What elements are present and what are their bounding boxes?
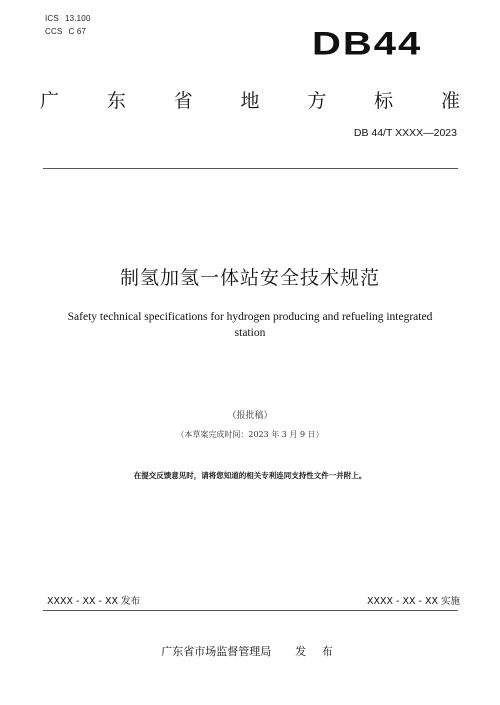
issuer-line — [0, 643, 500, 659]
ccs-code — [45, 27, 86, 36]
top-divider — [43, 168, 458, 169]
title-chinese: 制氢加氢一体站安全技术规范 — [119, 267, 380, 289]
standard-kind-char: 方 — [307, 90, 327, 112]
standard-kind-heading — [40, 86, 460, 113]
implement-date: XXXX - XX - XX 实施 — [366, 596, 460, 607]
ics-label: ICS — [45, 14, 59, 23]
bottom-divider — [43, 610, 458, 611]
ics-code — [45, 14, 91, 23]
db44-logo: DB44 — [312, 26, 423, 63]
issuer-name: 广东省市场监督管理局 — [161, 645, 272, 658]
standard-kind-char: 准 — [440, 90, 460, 112]
draft-status: （报批稿） — [227, 411, 273, 421]
issue-date: XXXX - XX - XX 发布 — [47, 596, 141, 607]
ics-value: 13.100 — [64, 14, 91, 23]
title-english-line1: Safety technical specifications for hydrogen producing and refueling integrated — [67, 311, 433, 323]
standard-kind-char: 标 — [374, 90, 394, 112]
publish-word: 发 布 — [295, 645, 339, 658]
standard-kind-char: 省 — [173, 90, 193, 112]
ccs-label: CCS — [45, 27, 63, 36]
patent-notice: 在提交反馈意见时，请将您知道的相关专利连同支持性文件一并附上。 — [133, 471, 367, 480]
standard-kind-char: 地 — [240, 90, 260, 112]
ccs-value: C 67 — [68, 27, 87, 36]
title-english-line2: station — [234, 327, 266, 339]
draft-completion-date: （本草案完成时间：2023 年 3 月 9 日） — [176, 430, 324, 439]
standard-number: DB 44/T XXXX—2023 — [353, 127, 457, 139]
standard-kind-char: 东 — [106, 90, 126, 112]
title-english — [40, 309, 460, 341]
standard-kind-char: 广 — [40, 90, 60, 112]
